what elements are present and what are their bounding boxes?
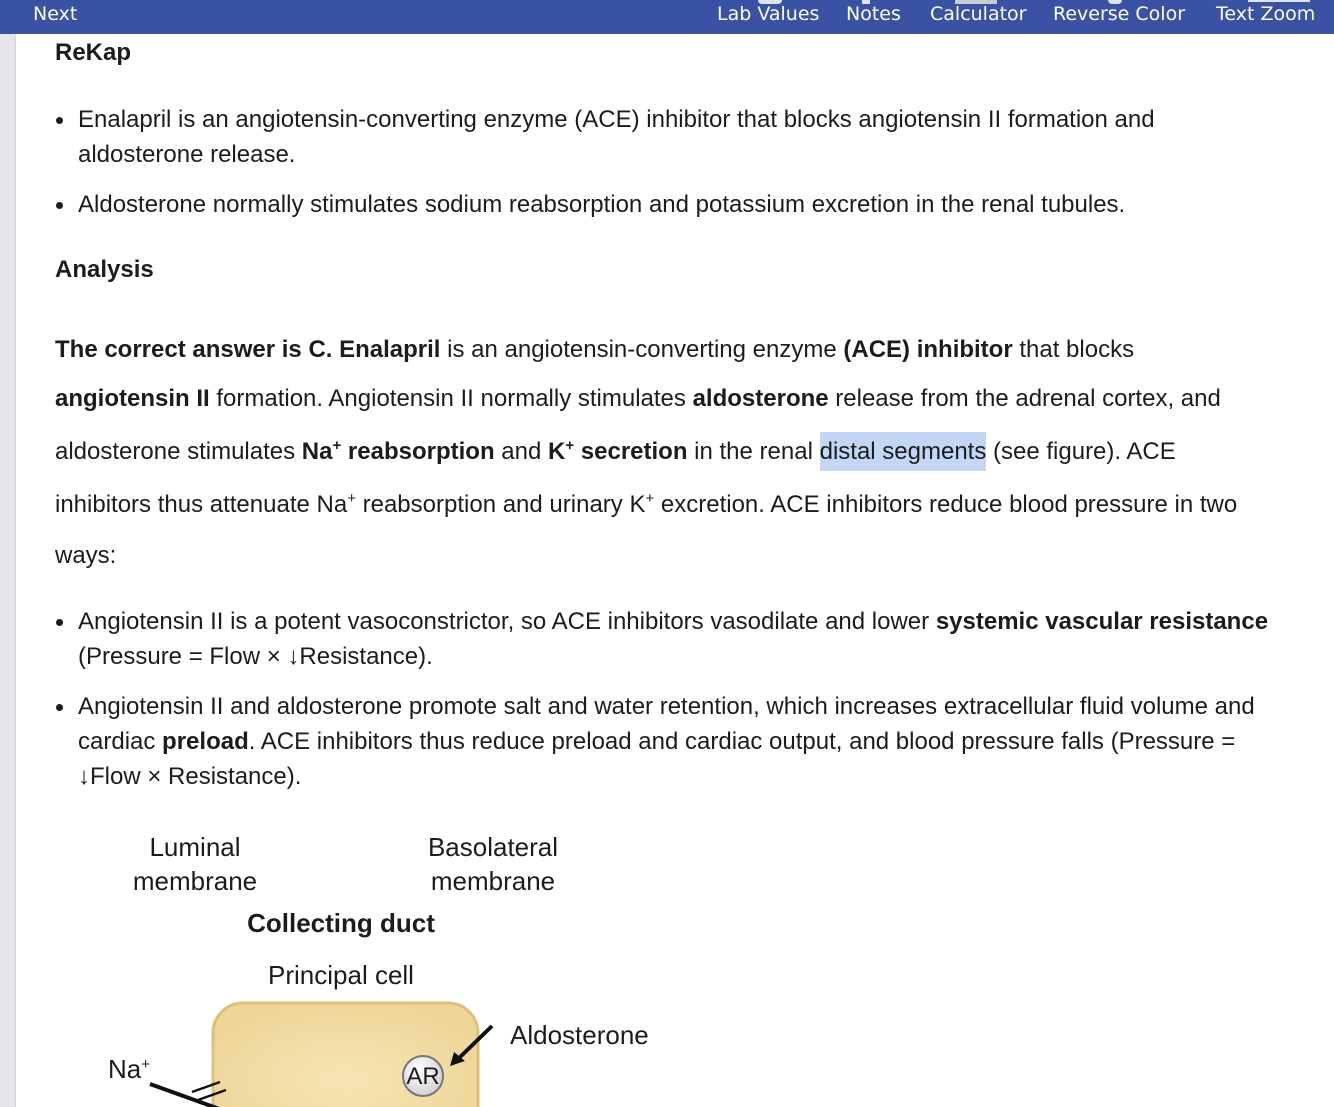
toolbar [0,0,1334,34]
text-run: (see figure). ACE [986,438,1176,465]
term-systemic-vascular-resistance: systemic vascular resistance [935,608,1269,635]
text-run: in the renal [687,438,820,465]
analysis-bullet-2-line-1: Angiotensin II and aldosterone promote salt and water retention, which increases extracellular fluid volume and [78,693,1255,720]
superscript: + [332,437,342,454]
analysis-bullet-2-line-3: ↓Flow × Resistance). [78,763,302,790]
text-run: reabsorption and urinary K [355,491,646,518]
sodium-label [108,1052,150,1086]
figure-title: Collecting duct [247,908,435,938]
text-run: Na [108,1054,142,1084]
text-run: formation. Angiotensin II normally stimulates [209,385,693,412]
text-run: and [494,438,548,465]
text-run: is an angiotensin-converting enzyme [440,336,844,363]
analysis-bullet-2 [55,689,1315,794]
highlighted-text[interactable]: distal segments [820,432,987,471]
text-run: Na [301,438,333,465]
text-run: inhibitors thus attenuate Na [55,491,348,518]
text-run: aldosterone stimulates [55,438,302,465]
rekap-bullet-1-line-1: Enalapril is an angiotensin-converting enzyme (ACE) inhibitor that blocks angiotensin II formation and [78,106,1155,133]
rekap-bullet-1 [55,102,1315,172]
text-run: that blocks [1012,336,1135,363]
label-line: Basolateral [427,832,559,862]
label-line: membrane [430,866,556,896]
analysis-bullet-1-line-1 [78,604,1315,639]
rekap-bullet-2-text: Aldosterone normally stimulates sodium reabsorption and potassium excretion in the renal tubules. [78,191,1126,218]
text-run: reabsorption [341,438,495,465]
analysis-bullet-2-line-2 [78,724,1315,759]
text-run: cardiac [78,728,163,755]
label-line: Luminal [149,832,241,862]
term-aldosterone: aldosterone [692,385,829,412]
receptor-label: AR [406,1063,440,1090]
aldosterone-label: Aldosterone [510,1020,649,1050]
figure-subtitle: Principal cell [268,960,414,990]
reverse-color-button[interactable]: Reverse Color [1053,3,1186,25]
text-run: secretion [574,438,688,465]
collecting-duct-figure [100,830,720,1107]
analysis-line-5: ways: [55,542,117,569]
superscript: + [645,490,655,507]
answer-statement: The correct answer is C. Enalapril [55,336,441,363]
term-preload: preload [162,728,249,755]
notes-button[interactable]: Notes [846,3,901,25]
analysis-bullet-1 [55,604,1315,674]
superscript: + [565,437,575,454]
analysis-line-3 [55,438,1176,466]
next-button[interactable]: Next [33,3,78,25]
analysis-line-4 [55,491,1237,519]
analysis-line-1 [55,336,1134,364]
text-run: . ACE inhibitors thus reduce preload and cardiac output, and blood pressure falls (Pressure = [248,728,1236,755]
lab-values-button[interactable]: Lab Values [717,3,820,25]
left-scroll-rail [0,34,16,1107]
superscript: + [141,1056,151,1073]
text-run: Angiotensin II is a potent vasoconstrictor, so ACE inhibitors vasodilate and lower [78,608,936,635]
text-run: excretion. ACE inhibitors reduce blood pressure in two [654,491,1238,518]
term-na-reabsorption [302,438,495,465]
analysis-heading: Analysis [55,256,154,283]
analysis-line-2 [55,385,1221,413]
text-run: K [548,438,566,465]
term-ace-inhibitor: (ACE) inhibitor [843,336,1013,363]
rekap-heading: ReKap [55,39,132,66]
rekap-bullet-2 [55,187,1315,222]
text-zoom-button[interactable]: Text Zoom [1216,3,1316,25]
term-k-secretion [548,438,688,465]
analysis-bullet-1-line-2: (Pressure = Flow × ↓Resistance). [78,643,433,670]
calculator-button[interactable]: Calculator [930,3,1027,25]
label-line: membrane [132,866,258,896]
text-run: release from the adrenal cortex, and [828,385,1221,412]
rekap-bullet-1-line-2: aldosterone release. [78,141,296,168]
term-angiotensin-ii: angiotensin II [55,385,210,412]
superscript: + [347,490,356,507]
